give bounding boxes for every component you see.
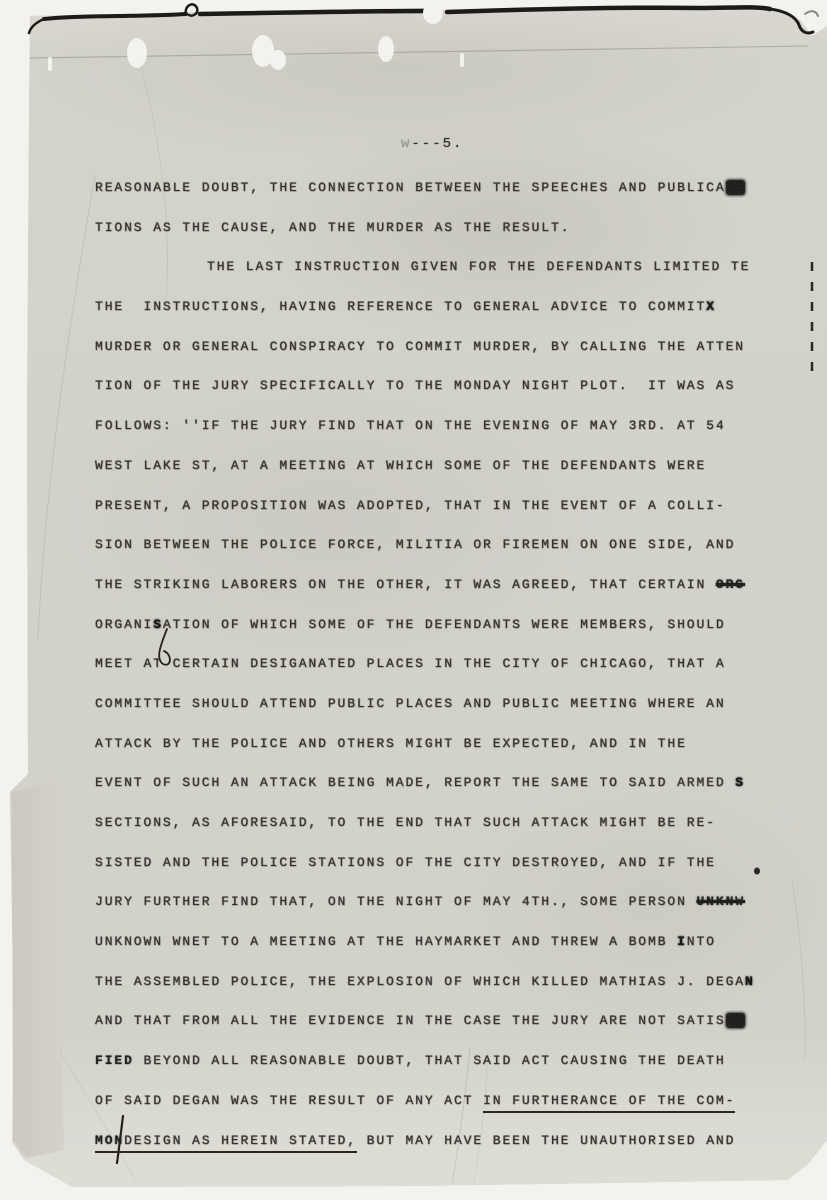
text-segment: UNKNW (696, 894, 745, 910)
text-line (95, 882, 767, 922)
text-segment: ORGANI (95, 616, 154, 632)
text-line (95, 1081, 767, 1121)
text-segment: BUT MAY HAVE BEEN THE UNAUTHORISED AND (356, 1132, 736, 1148)
text-segment: TIONS AS THE CAUSE, AND THE MURDER AS THE RESULT. (95, 219, 571, 235)
text-segment: THE INSTRUCTIONS, HAVING REFERENCE TO GENERAL ADVICE TO COMMIT (95, 299, 707, 315)
text-line (95, 962, 767, 1002)
text-segment: REASONABLE DOUBT, THE CONNECTION BETWEEN THE SPEECHES AND PUBLICA (95, 180, 726, 195)
text-segment: OF SAID DEGAN WAS THE RESULT OF ANY ACT (95, 1092, 484, 1108)
text-line (95, 684, 767, 724)
text-segment: SION BETWEEN THE POLICE FORCE, MILITIA OR FIREMEN ON ONE SIDE, AND (95, 537, 736, 553)
text-segment: COMMITTEE SHOULD ATTEND PUBLIC PLACES AND PUBLIC MEETING WHERE AN (95, 695, 726, 711)
text-segment: THE STRIKING LABORERS ON THE OTHER, IT WAS AGREED, THAT CERTAIN (95, 576, 716, 592)
text-segment: MEET AT CERTAIN DESIGANATED PLACES IN THE CITY OF CHICAGO, THAT A (95, 656, 726, 672)
text-line (95, 1041, 767, 1081)
text-segment: WEST LAKE ST, AT A MEETING AT WHICH SOME OF THE DEFENDANTS WERE (95, 457, 707, 473)
text-segment: S (735, 775, 745, 791)
text-line (95, 644, 767, 684)
text-line (95, 843, 767, 883)
text-line (95, 525, 767, 565)
text-segment: TE (725, 180, 745, 195)
text-line (95, 605, 767, 645)
text-segment: MON (95, 1133, 124, 1153)
text-segment: AND THAT FROM ALL THE EVIDENCE IN THE CASE THE JURY ARE NOT SATIS (95, 1013, 726, 1029)
page-number-faint-mark: w (401, 136, 412, 152)
text-line (95, 247, 767, 287)
text-segment: NTO (686, 934, 716, 950)
text-segment: N (745, 973, 755, 989)
text-segment: THE ASSEMBLED POLICE, THE EXPLOSION OF WHICH KILLED MATHIAS J. DEGA (95, 973, 745, 989)
text-segment: EVENT OF SUCH AN ATTACK BEING MADE, REPORT THE SAME TO SAID ARMED (95, 775, 736, 791)
text-segment: ATION OF WHICH SOME OF THE DEFENDANTS WERE MEMBERS, SHOULD (162, 616, 726, 632)
text-line (95, 1001, 767, 1041)
text-segment: DESIGN AS HEREIN STATED, (124, 1133, 357, 1153)
text-segment: TION OF THE JURY SPECIFICALLY TO THE MONDAY NIGHT PLOT. IT WAS AS (95, 378, 736, 394)
text-line (95, 446, 767, 486)
text-segment: JURY FURTHER FIND THAT, ON THE NIGHT OF MAY 4TH., SOME PERSON (95, 894, 697, 910)
text-segment: I (677, 934, 687, 950)
page-number (401, 136, 463, 152)
text-segment: IN FURTHERANCE OF THE COM- (483, 1093, 735, 1113)
text-line (95, 327, 767, 367)
text-line (95, 803, 767, 843)
text-segment: SECTIONS, AS AFORESAID, TO THE END THAT SUCH ATTACK MIGHT BE RE- (95, 815, 716, 830)
document-body (95, 168, 767, 1160)
text-segment: FIED (95, 1053, 134, 1069)
text-segment: PRESENT, A PROPOSITION WAS ADOPTED, THAT IN THE EVENT OF A COLLI- (95, 497, 726, 513)
text-line (95, 208, 767, 248)
text-line (95, 168, 767, 208)
text-line (95, 366, 767, 406)
text-line (95, 486, 767, 526)
text-line (95, 724, 767, 764)
text-segment: UNKNOWN WNET TO A MEETING AT THE HAYMARKET AND THREW A BOMB (95, 934, 678, 950)
text-line (95, 565, 767, 605)
page-number-text: ---5. (411, 136, 464, 152)
text-line (95, 922, 767, 962)
text-line (95, 1121, 767, 1161)
text-segment: X (706, 299, 716, 315)
text-segment: BEYOND ALL REASONABLE DOUBT, THAT SAID ACT CAUSING THE DEATH (133, 1053, 726, 1069)
text-segment: XX (725, 1013, 745, 1029)
text-line (95, 406, 767, 446)
text-segment: SISTED AND THE POLICE STATIONS OF THE CITY DESTROYED, AND IF THE (95, 854, 716, 870)
text-segment: MURDER OR GENERAL CONSPIRACY TO COMMIT MURDER, BY CALLING THE ATTEN (95, 338, 745, 354)
text-segment: ORG (715, 576, 745, 592)
text-line (95, 287, 767, 327)
text-segment: FOLLOWS: ''IF THE JURY FIND THAT ON THE EVENING OF MAY 3RD. AT 54 (95, 418, 726, 434)
text-segment: ATTACK BY THE POLICE AND OTHERS MIGHT BE EXPECTED, AND IN THE (95, 735, 687, 751)
text-segment: THE LAST INSTRUCTION GIVEN FOR THE DEFENDANTS LIMITED TE (207, 259, 751, 275)
text-segment: S (153, 616, 163, 632)
text-line (95, 763, 767, 803)
